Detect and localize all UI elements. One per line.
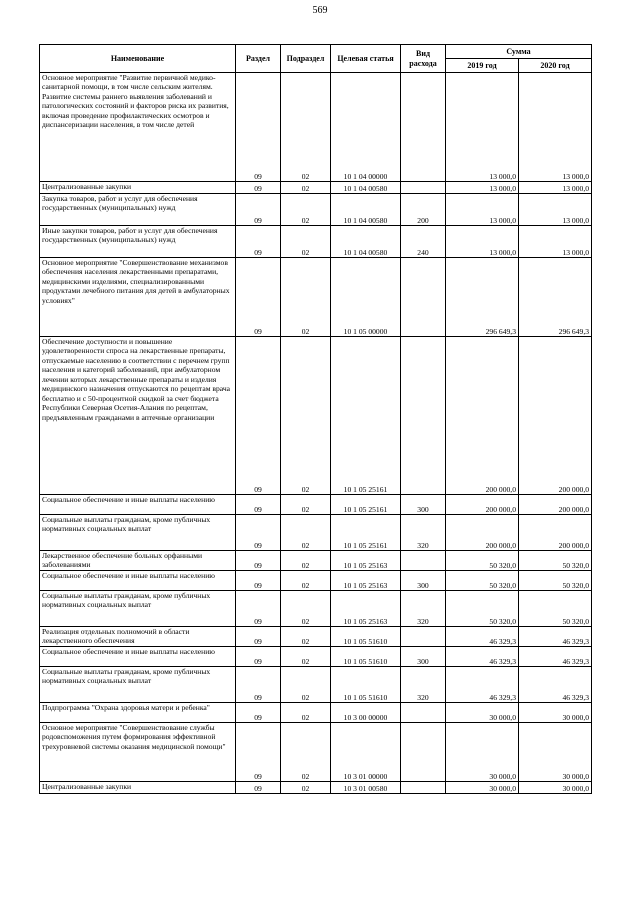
- row-name: Основное мероприятие "Развитие первичной медико-санитарной помощи, в том числе сельским жителям. Развитие системы раннего выявления заболеваний и патологических состояний и факторов риска их развития, включая проведение профилактических осмотров и диспансеризации населения, в том числе детей: [40, 73, 236, 182]
- row-section: 09: [236, 723, 281, 782]
- row-sum-2019: 46 329,3: [446, 667, 519, 703]
- table-row: [40, 723, 592, 782]
- row-target: 10 1 05 25163: [331, 551, 401, 571]
- row-sum-2020: 200 000,0: [519, 495, 592, 515]
- row-subsection: 02: [281, 591, 331, 627]
- row-subsection: 02: [281, 73, 331, 182]
- row-name: Подпрограмма "Охрана здоровья матери и ребенка": [40, 703, 236, 723]
- row-section: 09: [236, 73, 281, 182]
- row-section: 09: [236, 627, 281, 647]
- row-name: Реализация отдельных полномочий в области лекарственного обеспечения: [40, 627, 236, 647]
- row-name: Основное мероприятие "Совершенствование службы родовспоможения путем формирования эффективной трехуровневой системы оказания медицинской помощи": [40, 723, 236, 782]
- row-sum-2020: 30 000,0: [519, 723, 592, 782]
- row-name: Закупка товаров, работ и услуг для обеспечения государственных (муниципальных) нужд: [40, 194, 236, 226]
- row-subsection: 02: [281, 495, 331, 515]
- row-sum-2020: 50 320,0: [519, 571, 592, 591]
- row-section: 09: [236, 194, 281, 226]
- row-subsection: 02: [281, 337, 331, 495]
- row-sum-2020: 46 329,3: [519, 627, 592, 647]
- row-sum-2019: 30 000,0: [446, 703, 519, 723]
- row-subsection: 02: [281, 226, 331, 258]
- row-target: 10 1 04 00580: [331, 182, 401, 194]
- row-name: Социальные выплаты гражданам, кроме публичных нормативных социальных выплат: [40, 591, 236, 627]
- table-row: [40, 226, 592, 258]
- row-section: 09: [236, 226, 281, 258]
- row-expense: 320: [401, 515, 446, 551]
- row-target: 10 1 05 51610: [331, 667, 401, 703]
- row-subsection: 02: [281, 551, 331, 571]
- table-row: [40, 258, 592, 337]
- row-expense: [401, 723, 446, 782]
- row-sum-2019: 46 329,3: [446, 627, 519, 647]
- row-expense: 240: [401, 226, 446, 258]
- row-target: 10 1 05 25163: [331, 571, 401, 591]
- row-section: 09: [236, 703, 281, 723]
- row-sum-2020: 13 000,0: [519, 73, 592, 182]
- row-subsection: 02: [281, 667, 331, 703]
- row-expense: 300: [401, 495, 446, 515]
- table-row: [40, 73, 592, 182]
- table-row: [40, 551, 592, 571]
- row-section: 09: [236, 495, 281, 515]
- row-sum-2020: 200 000,0: [519, 515, 592, 551]
- row-target: 10 1 05 51610: [331, 647, 401, 667]
- row-sum-2019: 30 000,0: [446, 723, 519, 782]
- row-target: 10 3 00 00000: [331, 703, 401, 723]
- row-section: 09: [236, 258, 281, 337]
- table-row: [40, 782, 592, 794]
- row-subsection: 02: [281, 703, 331, 723]
- header-expense: Вид расхода: [401, 45, 446, 73]
- row-section: 09: [236, 515, 281, 551]
- table-row: [40, 647, 592, 667]
- row-expense: 320: [401, 667, 446, 703]
- row-target: 10 1 05 25163: [331, 591, 401, 627]
- row-sum-2019: 50 320,0: [446, 551, 519, 571]
- table-row: [40, 495, 592, 515]
- table-row: [40, 627, 592, 647]
- row-subsection: 02: [281, 782, 331, 794]
- row-subsection: 02: [281, 515, 331, 551]
- header-name: Наименование: [40, 45, 236, 73]
- row-sum-2019: 13 000,0: [446, 73, 519, 182]
- row-expense: [401, 703, 446, 723]
- table-row: [40, 194, 592, 226]
- row-target: 10 1 05 00000: [331, 258, 401, 337]
- row-sum-2020: 50 320,0: [519, 591, 592, 627]
- row-name: Иные закупки товаров, работ и услуг для обеспечения государственных (муниципальных) нужд: [40, 226, 236, 258]
- row-expense: [401, 258, 446, 337]
- row-sum-2019: 200 000,0: [446, 515, 519, 551]
- table-row: [40, 571, 592, 591]
- row-name: Социальное обеспечение и иные выплаты населению: [40, 495, 236, 515]
- row-sum-2020: 13 000,0: [519, 182, 592, 194]
- row-expense: [401, 182, 446, 194]
- table-row: [40, 182, 592, 194]
- row-section: 09: [236, 782, 281, 794]
- row-section: 09: [236, 571, 281, 591]
- row-sum-2019: 30 000,0: [446, 782, 519, 794]
- row-sum-2019: 296 649,3: [446, 258, 519, 337]
- table-row: [40, 591, 592, 627]
- row-sum-2020: 30 000,0: [519, 703, 592, 723]
- row-sum-2019: 50 320,0: [446, 571, 519, 591]
- row-subsection: 02: [281, 258, 331, 337]
- row-section: 09: [236, 591, 281, 627]
- table-row: [40, 515, 592, 551]
- row-section: 09: [236, 337, 281, 495]
- row-section: 09: [236, 551, 281, 571]
- row-section: 09: [236, 667, 281, 703]
- row-target: 10 1 04 00580: [331, 194, 401, 226]
- row-expense: 320: [401, 591, 446, 627]
- row-sum-2019: 46 329,3: [446, 647, 519, 667]
- row-sum-2019: 200 000,0: [446, 337, 519, 495]
- row-section: 09: [236, 182, 281, 194]
- page-number: 569: [312, 5, 328, 16]
- budget-table: [39, 44, 592, 794]
- row-expense: 200: [401, 194, 446, 226]
- row-expense: [401, 627, 446, 647]
- row-target: 10 3 01 00580: [331, 782, 401, 794]
- row-name: Обеспечение доступности и повышение удовлетворенности спроса на лекарственные препараты, отпускаемые населению в соответствии с перечнем групп населения и категорий заболеваний, при амбулаторном лечении которых лекарственные препараты и изделия медицинского назначения отпускаются по рецептам врача бесплатно и с 50-процентной скидкой за счет бюджета Республики Северная Осетия-Алания по рецептам, предъявленным гражданами в аптечные организации: [40, 337, 236, 495]
- table-row: [40, 703, 592, 723]
- row-sum-2020: 50 320,0: [519, 551, 592, 571]
- row-name: Социальное обеспечение и иные выплаты населению: [40, 571, 236, 591]
- row-expense: [401, 73, 446, 182]
- row-sum-2020: 46 329,3: [519, 667, 592, 703]
- row-sum-2020: 13 000,0: [519, 226, 592, 258]
- row-subsection: 02: [281, 182, 331, 194]
- row-sum-2019: 13 000,0: [446, 182, 519, 194]
- header-year-2020: 2020 год: [519, 59, 592, 73]
- table-row: [40, 337, 592, 495]
- row-expense: 300: [401, 571, 446, 591]
- row-target: 10 1 05 25161: [331, 495, 401, 515]
- row-sum-2020: 13 000,0: [519, 194, 592, 226]
- row-sum-2020: 200 000,0: [519, 337, 592, 495]
- row-expense: [401, 337, 446, 495]
- row-sum-2019: 13 000,0: [446, 226, 519, 258]
- header-section: Раздел: [236, 45, 281, 73]
- row-target: 10 1 04 00580: [331, 226, 401, 258]
- row-sum-2019: 13 000,0: [446, 194, 519, 226]
- header-year-2019: 2019 год: [446, 59, 519, 73]
- row-section: 09: [236, 647, 281, 667]
- row-name: Основное мероприятие "Совершенствование механизмов обеспечения населения лекарственными препаратами, медицинскими изделиями, специализированными продуктами лечебного питания для детей в амбулаторных условиях": [40, 258, 236, 337]
- row-expense: 300: [401, 647, 446, 667]
- row-subsection: 02: [281, 723, 331, 782]
- row-subsection: 02: [281, 571, 331, 591]
- row-target: 10 1 05 25161: [331, 337, 401, 495]
- row-name: Централизованные закупки: [40, 782, 236, 794]
- row-expense: [401, 551, 446, 571]
- row-expense: [401, 782, 446, 794]
- row-sum-2019: 50 320,0: [446, 591, 519, 627]
- header-sum: Сумма: [446, 45, 592, 59]
- row-subsection: 02: [281, 194, 331, 226]
- row-name: Социальные выплаты гражданам, кроме публичных нормативных социальных выплат: [40, 667, 236, 703]
- row-sum-2019: 200 000,0: [446, 495, 519, 515]
- row-sum-2020: 46 329,3: [519, 647, 592, 667]
- header-target: Целевая статья: [331, 45, 401, 73]
- row-target: 10 1 05 25161: [331, 515, 401, 551]
- row-sum-2020: 296 649,3: [519, 258, 592, 337]
- row-target: 10 1 05 51610: [331, 627, 401, 647]
- row-name: Социальные выплаты гражданам, кроме публичных нормативных социальных выплат: [40, 515, 236, 551]
- row-target: 10 3 01 00000: [331, 723, 401, 782]
- row-name: Централизованные закупки: [40, 182, 236, 194]
- header-subsection: Подраздел: [281, 45, 331, 73]
- row-name: Лекарственное обеспечение больных орфанными заболеваниями: [40, 551, 236, 571]
- row-subsection: 02: [281, 627, 331, 647]
- row-subsection: 02: [281, 647, 331, 667]
- table-row: [40, 667, 592, 703]
- row-target: 10 1 04 00000: [331, 73, 401, 182]
- row-name: Социальное обеспечение и иные выплаты населению: [40, 647, 236, 667]
- row-sum-2020: 30 000,0: [519, 782, 592, 794]
